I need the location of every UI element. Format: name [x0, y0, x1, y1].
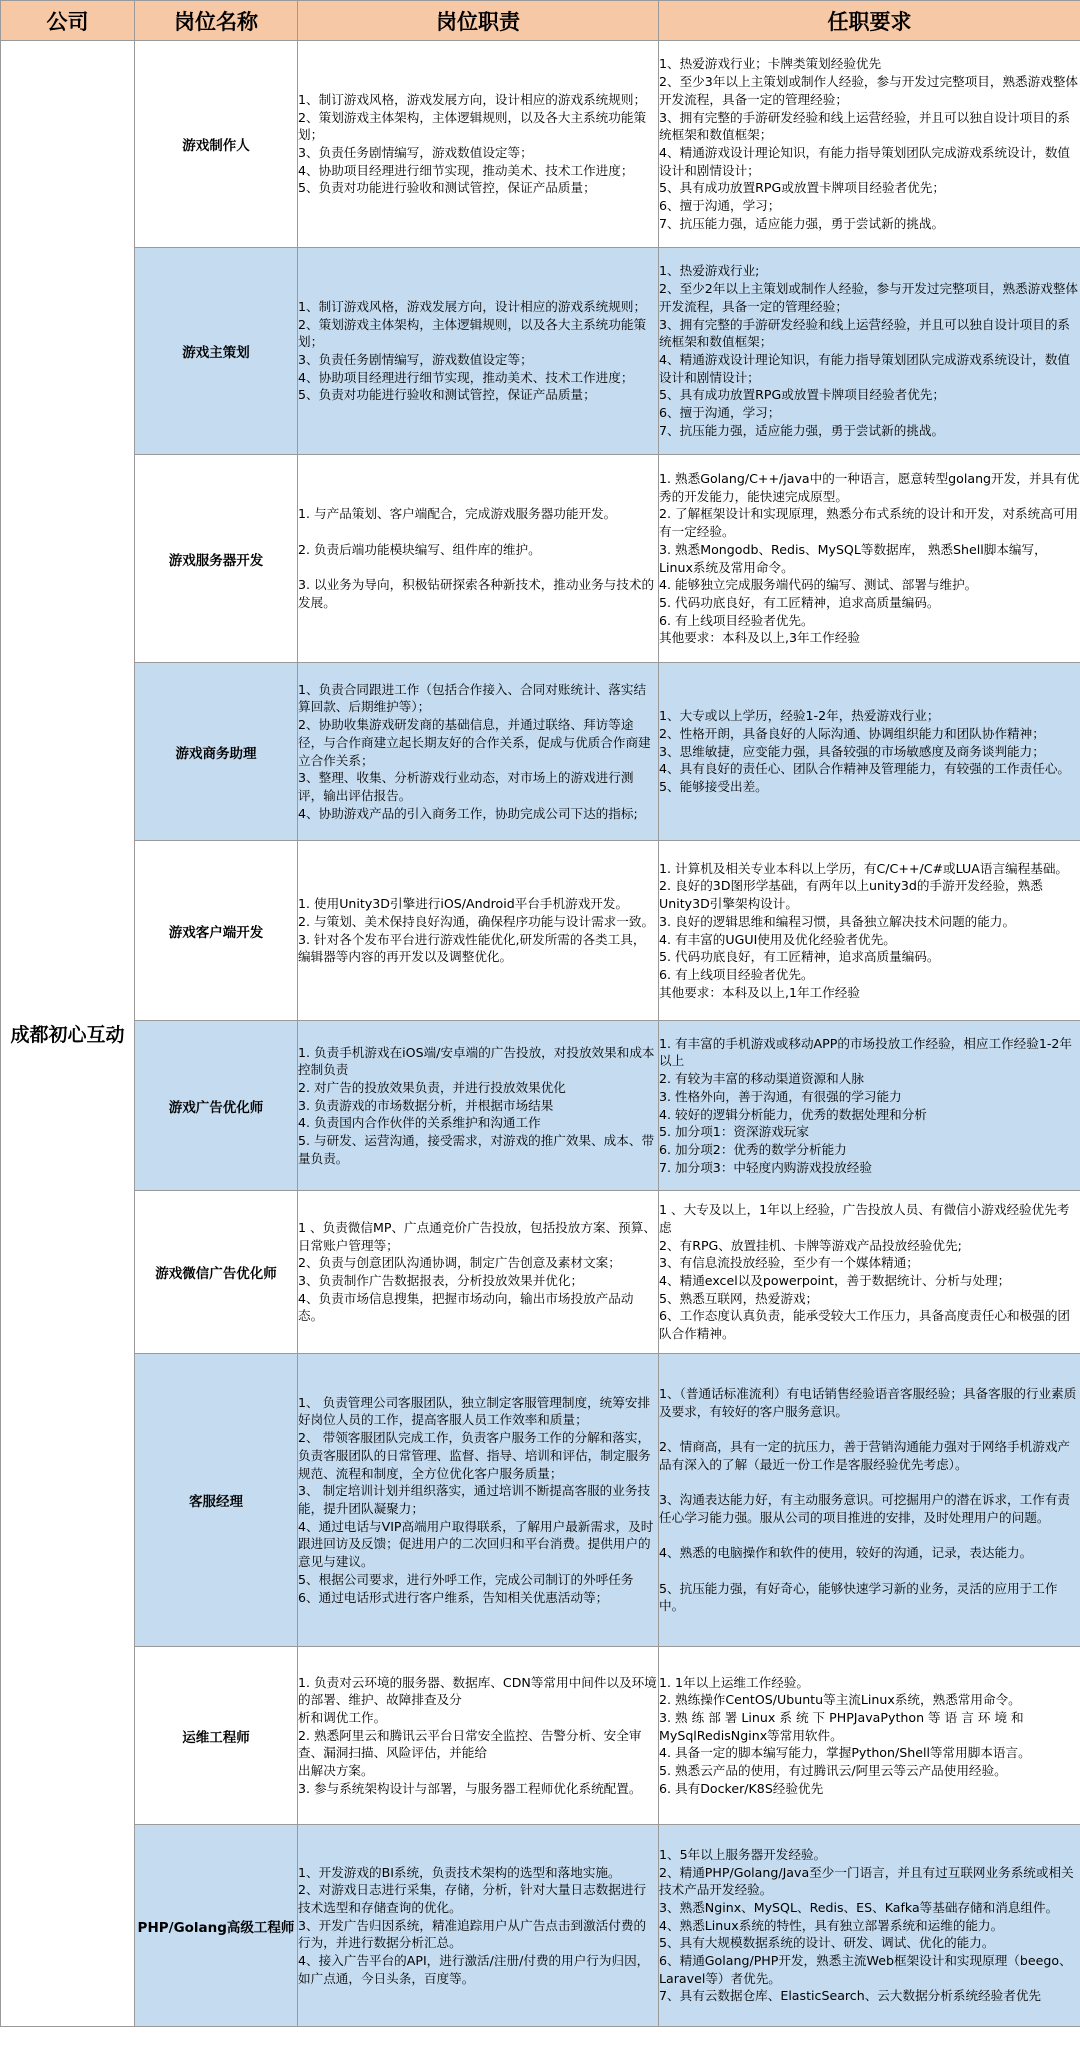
job-requirements: [659, 841, 1080, 1021]
job-title: 游戏微信广告优化师: [135, 1191, 298, 1354]
table-row: [1, 41, 1080, 248]
job-title: 游戏制作人: [135, 41, 298, 248]
duty-line: 2、对游戏日志进行采集，存储，分析，针对大量日志数据进行技术选型和存储查询的优化。: [298, 1882, 647, 1915]
requirement-line: 1、5年以上服务器开发经验。: [659, 1846, 827, 1862]
duty-line: 3、整理、收集、分析游戏行业动态，对市场上的游戏进行测评，输出评估报告。: [298, 770, 634, 803]
duty-line: 3、开发广告归因系统，精准追踪用户从广告点击到激活付费的行为，并进行数据分析汇总。: [298, 1917, 647, 1951]
duty-line: 2、策划游戏主体架构，主体逻辑规则，以及各大主系统功能策划；: [298, 316, 647, 350]
requirement-line: [659, 1527, 1080, 1545]
duty-line: 1、开发游戏的BI系统，负责技术架构的选型和落地实施。: [298, 1864, 621, 1880]
requirement-line: 1、热爱游戏行业；卡牌类策划经验优先: [659, 56, 882, 72]
job-requirements: [659, 1191, 1080, 1354]
requirement-line: 2. 有较为丰富的移动渠道资源和人脉: [659, 1071, 864, 1087]
duty-line: 2、策划游戏主体架构，主体逻辑规则，以及各大主系统功能策划；: [298, 109, 647, 143]
table-row: [1, 1647, 1080, 1825]
job-requirements: [659, 41, 1080, 248]
requirement-line: 4. 能够独立完成服务端代码的编写、测试、部署与维护。: [659, 577, 978, 593]
duty-line: 3. 负责游戏的市场数据分析，并根据市场结果: [298, 1097, 554, 1113]
duty-line: 2. 对广告的投放效果负责，并进行投放效果优化: [298, 1079, 566, 1095]
requirement-line: [659, 1420, 1080, 1438]
job-duties: [298, 248, 659, 455]
requirement-line: 6. 具有Docker/K8S经验优先: [659, 1780, 824, 1796]
requirement-line: 3. 熟 练 部 署 Linux 系 统 下 PHPJavaPython 等 语 言 环 境 和 MySqlRedisNginx等常用软件。: [659, 1709, 1028, 1743]
duty-line: 1 、负责微信MP、广点通竞价广告投放，包括投放方案、预算、日常账户管理等；: [298, 1219, 656, 1253]
requirement-line: 2、情商高，具有一定的抗压力，善于营销沟通能力强对于网络手机游戏产品有深入的了解（最近一份工作是客服经验优先考虑）。: [659, 1439, 1071, 1472]
requirement-line: 4、精通游戏设计理论知识，有能力指导策划团队完成游戏系统设计，数值设计和剧情设计；: [659, 352, 1071, 385]
requirement-line: 6、工作态度认真负责，能承受较大工作压力，具备高度责任心和极强的团队合作精神。: [659, 1308, 1071, 1342]
duty-line: 3、负责任务剧情编写，游戏数值设定等；: [298, 145, 533, 160]
requirement-line: 5. 代码功底良好，有工匠精神，追求高质量编码。: [659, 949, 940, 965]
duty-line: 1. 负责对云环境的服务器、数据库、CDN等常用中间件以及环境的部署、维护、故障排查及分: [298, 1674, 657, 1708]
header-row: [1, 1, 1080, 41]
duty-line: 3. 针对各个发布平台进行游戏性能优化,研发所需的各类工具，编辑器等内容的再开发以及调整优化。: [298, 931, 646, 965]
duty-line: 5. 与研发、运营沟通，接受需求，对游戏的推广效果、成本、带量负责。: [298, 1133, 655, 1166]
requirement-line: 3、熟悉Nginx、MySQL、Redis、ES、Kafka等基础存储和消息组件。: [659, 1899, 1059, 1915]
job-requirements: [659, 1021, 1080, 1191]
duty-line: 1、制订游戏风格，游戏发展方向，设计相应的游戏系统规则；: [298, 91, 647, 107]
job-title: 客服经理: [135, 1354, 298, 1647]
requirement-line: 1、大专或以上学历，经验1-2年，热爱游戏行业；: [659, 708, 940, 724]
requirement-line: 3、拥有完整的手游研发经验和线上运营经验，并且可以独自设计项目的系统框架和数值框架；: [659, 109, 1071, 143]
duty-line: 4、协助项目经理进行细节实现，推动美术、技术工作进度；: [298, 162, 634, 178]
duty-line: 析和调优工作。: [298, 1709, 387, 1725]
requirement-line: 5. 熟悉云产品的使用，有过腾讯云/阿里云等云产品使用经验。: [659, 1763, 1007, 1779]
duty-line: 1. 使用Unity3D引擎进行iOS/Android平台手机游戏开发。: [298, 896, 629, 912]
job-duties: [298, 455, 659, 663]
job-requirements: [659, 663, 1080, 841]
duty-line: 6、通过电话形式进行客户维系，告知相关优惠活动等；: [298, 1589, 609, 1605]
job-duties: [298, 1354, 659, 1647]
table-row: [1, 1825, 1080, 2027]
duty-line: 4. 负责国内合作伙伴的关系维护和沟通工作: [298, 1115, 541, 1131]
requirement-line: 5、具有大规模数据系统的设计、研发、调试、优化的能力。: [659, 1935, 995, 1951]
requirement-line: 2、性格开朗，具备良好的人际沟通、协调组织能力和团队协作精神；: [659, 725, 1045, 741]
duty-line: [298, 523, 658, 541]
duty-line: 3. 参与系统架构设计与部署，与服务器工程师优化系统配置。: [298, 1780, 642, 1796]
requirement-line: 3、有信息流投放经验，至少有一个媒体精通；: [659, 1255, 919, 1271]
table-row: [1, 1354, 1080, 1647]
requirement-line: 5、抗压能力强，有好奇心，能够快速学习新的业务，灵活的应用于工作中。: [659, 1580, 1058, 1614]
requirement-line: 4. 较好的逻辑分析能力，优秀的数据处理和分析: [659, 1106, 927, 1122]
duty-line: 5、根据公司要求，进行外呼工作，完成公司制订的外呼任务: [298, 1571, 634, 1587]
requirement-line: 6、精通Golang/PHP开发，熟悉主流Web框架设计和实现原理（beego、Laravel等）者优先。: [659, 1953, 1072, 1986]
requirement-line: 1. 有丰富的手机游戏或移动APP的市场投放工作经验，相应工作经验1-2年以上: [659, 1035, 1073, 1069]
requirement-line: 5、能够接受出差。: [659, 779, 768, 795]
requirement-line: 2、至少3年以上主策划或制作人经验，参与开发过完整项目，熟悉游戏整体开发流程，具备一定的管理经验；: [659, 74, 1079, 107]
requirement-line: 4、具有良好的责任心、团队合作精神及管理能力，有较强的工作责任心。: [659, 761, 1071, 777]
requirement-line: 7. 加分项3：中轻度内购游戏投放经验: [659, 1159, 872, 1175]
table-row: [1, 841, 1080, 1021]
job-title: PHP/Golang高级工程师: [135, 1825, 298, 2027]
duty-line: 2. 与策划、美术保持良好沟通，确保程序功能与设计需求一致。: [298, 913, 655, 929]
requirement-line: 其他要求：本科及以上,3年工作经验: [659, 630, 860, 646]
job-requirements: [659, 248, 1080, 455]
job-requirements: [659, 1825, 1080, 2027]
table-body: [1, 41, 1080, 2027]
requirement-line: 1. 1年以上运维工作经验。: [659, 1674, 809, 1690]
duty-line: 1. 负责手机游戏在iOS端/安卓端的广告投放，对投放效果和成本控制负责: [298, 1044, 655, 1078]
requirement-line: 2. 了解框架设计和实现原理，熟悉分布式系统的设计和开发，对系统高可用有一定经验。: [659, 506, 1079, 540]
requirement-line: 其他要求：本科及以上,1年工作经验: [659, 984, 860, 1000]
requirement-line: 2、至少2年以上主策划或制作人经验，参与开发过完整项目，熟悉游戏整体开发流程，具备一定的管理经验；: [659, 281, 1079, 314]
duty-line: 1、制订游戏风格，游戏发展方向，设计相应的游戏系统规则；: [298, 298, 647, 314]
duty-line: 2、负责与创意团队沟通协调，制定广告创意及素材文案；: [298, 1255, 621, 1271]
job-duties: [298, 1191, 659, 1354]
job-duties: [298, 41, 659, 248]
requirement-line: 4. 有丰富的UGUI使用及优化经验者优先。: [659, 931, 896, 947]
duty-line: 1. 与产品策划、客户端配合，完成游戏服务器功能开发。: [298, 506, 617, 522]
requirement-line: 5. 代码功底良好，有工匠精神，追求高质量编码。: [659, 594, 940, 610]
header-company: 公司: [1, 1, 135, 41]
requirement-line: 3、拥有完整的手游研发经验和线上运营经验，并且可以独自设计项目的系统框架和数值框架；: [659, 316, 1071, 350]
job-duties: [298, 1021, 659, 1191]
job-requirements: [659, 1647, 1080, 1825]
duty-line: 5、负责对功能进行验收和测试管控，保证产品质量；: [298, 180, 596, 196]
requirement-line: 1 、大专及以上，1年以上经验，广告投放人员、有微信小游戏经验优先考虑: [659, 1202, 1070, 1235]
duty-line: 4、协助游戏产品的引入商务工作，协助完成公司下达的指标;: [298, 805, 638, 821]
requirement-line: 6、擅于沟通，学习；: [659, 405, 781, 421]
requirement-line: 6. 有上线项目经验者优先。: [659, 612, 814, 628]
requirement-line: 4、精通游戏设计理论知识，有能力指导策划团队完成游戏系统设计，数值设计和剧情设计；: [659, 145, 1071, 178]
job-duties: [298, 841, 659, 1021]
duty-line: 3、负责制作广告数据报表，分析投放效果并优化；: [298, 1273, 584, 1288]
requirement-line: 7、抗压能力强，适应能力强，勇于尝试新的挑战。: [659, 215, 945, 231]
requirement-line: 4. 具备一定的脚本编写能力，掌握Python/Shell等常用脚本语言。: [659, 1745, 1031, 1761]
job-title: 游戏客户端开发: [135, 841, 298, 1021]
requirement-line: 5. 加分项1：资深游戏玩家: [659, 1124, 809, 1140]
requirement-line: 1. 熟悉Golang/C++/java中的一种语言，愿意转型golang开发，并具有优秀的开发能力，能快速完成原型。: [659, 470, 1080, 504]
duty-line: [298, 559, 658, 577]
requirement-line: 4、熟悉的电脑操作和软件的使用，较好的沟通，记录，表达能力。: [659, 1545, 1033, 1561]
duty-line: 4、通过电话与VIP高端用户取得联系，了解用户最新需求，及时跟进回访及反馈；促进用户的二次回归和平台消费。提供用户的意见与建议。: [298, 1518, 654, 1570]
table-row: [1, 1191, 1080, 1354]
requirement-line: 7、具有云数据仓库、ElasticSearch、云大数据分析系统经验者优先: [659, 1988, 1042, 2004]
duty-line: 2. 熟悉阿里云和腾讯云平台日常安全监控、告警分析、安全审查、漏洞扫描、风险评估，并能给: [298, 1727, 642, 1761]
requirement-line: 1、（普通话标准流利）有电话销售经验语音客服经验；具备客服的行业素质及要求，有较好的客户服务意识。: [659, 1385, 1077, 1419]
requirement-line: [659, 1473, 1080, 1491]
requirement-line: [659, 1562, 1080, 1580]
job-title: 游戏主策划: [135, 248, 298, 455]
requirement-line: 3、沟通表达能力好，有主动服务意识。可挖掘用户的潜在诉求，工作有责任心学习能力强。服从公司的项目推进的安排，及时处理用户的问题。: [659, 1492, 1071, 1525]
job-title: 游戏服务器开发: [135, 455, 298, 663]
duty-line: 2. 负责后端功能模块编写、组件库的维护。: [298, 541, 541, 557]
requirement-line: 3. 熟悉Mongodb、Redis、MySQL等数据库， 熟悉Shell脚本编写，Linux系统及常用命令。: [659, 541, 1047, 575]
requirement-line: 2、精通PHP/Golang/Java至少一门语言，并且有过互联网业务系统或相关技术产品开发经验。: [659, 1864, 1074, 1898]
requirement-line: 1. 计算机及相关专业本科以上学历，有C/C++/C#或LUA语言编程基础。: [659, 860, 1069, 876]
duty-line: 出解决方案。: [298, 1763, 374, 1779]
header-position: 岗位名称: [135, 1, 298, 41]
job-duties: [298, 663, 659, 841]
job-title: 运维工程师: [135, 1647, 298, 1825]
requirement-line: 2、有RPG、放置挂机、卡牌等游戏产品投放经验优先;: [659, 1237, 962, 1253]
requirement-line: 7、抗压能力强，适应能力强，勇于尝试新的挑战。: [659, 422, 945, 438]
header-duties: 岗位职责: [298, 1, 659, 41]
company-name: 成都初心互动: [1, 41, 135, 2027]
table-row: [1, 1021, 1080, 1191]
job-title: 游戏商务助理: [135, 663, 298, 841]
duty-line: 5、负责对功能进行验收和测试管控，保证产品质量；: [298, 387, 596, 403]
job-duties: [298, 1825, 659, 2027]
duty-line: 4、负责市场信息搜集，把握市场动向，输出市场投放产品动态。: [298, 1290, 634, 1324]
requirement-line: 5、具有成功放置RPG或放置卡牌项目经验者优先；: [659, 387, 945, 403]
header-requirements: 任职要求: [659, 1, 1080, 41]
requirement-line: 4、熟悉Linux系统的特性，具有独立部署系统和运维的能力。: [659, 1917, 1004, 1933]
requirement-line: 6. 有上线项目经验者优先。: [659, 966, 814, 982]
job-title: 游戏广告优化师: [135, 1021, 298, 1191]
requirement-line: 4、精通excel以及powerpoint，善于数据统计、分析与处理；: [659, 1273, 1011, 1288]
requirement-line: 2. 熟练操作CentOS/Ubuntu等主流Linux系统，熟悉常用命令。: [659, 1692, 1021, 1708]
table-row: [1, 455, 1080, 663]
duty-line: 1、负责合同跟进工作（包括合作接入、合同对账统计、落实结算回款、后期维护等）；: [298, 681, 647, 715]
duty-line: 3、负责任务剧情编写，游戏数值设定等；: [298, 352, 533, 367]
table-row: [1, 248, 1080, 455]
requirement-line: 2. 良好的3D图形学基础，有两年以上unity3d的手游开发经验，熟悉Unity3D引擎架构设计。: [659, 878, 1043, 912]
requirement-line: 3、思维敏捷，应变能力强，具备较强的市场敏感度及商务谈判能力；: [659, 743, 1045, 759]
requirement-line: 5、熟悉互联网，热爱游戏；: [659, 1290, 819, 1306]
duty-line: 4、协助项目经理进行细节实现，推动美术、技术工作进度；: [298, 369, 634, 385]
job-requirements: [659, 1354, 1080, 1647]
job-duties: [298, 1647, 659, 1825]
duty-line: 1、 负责管理公司客服团队，独立制定客服管理制度，统筹安排好岗位人员的工作，提高客服人员工作效率和质量；: [298, 1394, 651, 1428]
requirement-line: 3. 性格外向，善于沟通，有很强的学习能力: [659, 1088, 902, 1104]
duty-line: 4、接入广告平台的API，进行激活/注册/付费的用户行为归因，如广点通，今日头条，百度等。: [298, 1953, 650, 1986]
requirement-line: 3. 良好的逻辑思维和编程习惯，具备独立解决技术问题的能力。: [659, 913, 1016, 929]
duty-line: 3. 以业务为导向，积极钻研探索各种新技术，推动业务与技术的发展。: [298, 577, 655, 610]
requirement-line: 5、具有成功放置RPG或放置卡牌项目经验者优先；: [659, 180, 945, 196]
requirement-line: 1、热爱游戏行业;: [659, 263, 760, 279]
job-requirements: [659, 455, 1080, 663]
duty-line: 2、协助收集游戏研发商的基础信息，并通过联络、拜访等途径，与合作商建立起长期友好的合作关系，促成与优质合作商建立合作关系；: [298, 717, 651, 768]
duty-line: 2、 带领客服团队完成工作，负责客户服务工作的分解和落实，负责客服团队的日常管理、监督、指导、培训和评估，制定服务规范、流程和制度，全方位优化客户服务质量；: [298, 1430, 651, 1481]
requirement-line: 6. 加分项2：优秀的数学分析能力: [659, 1141, 847, 1157]
requirement-line: 6、擅于沟通，学习；: [659, 198, 781, 214]
table-row: [1, 663, 1080, 841]
duty-line: 3、 制定培训计划并组织落实，通过培训不断提高客服的业务技能，提升团队凝聚力；: [298, 1483, 651, 1516]
